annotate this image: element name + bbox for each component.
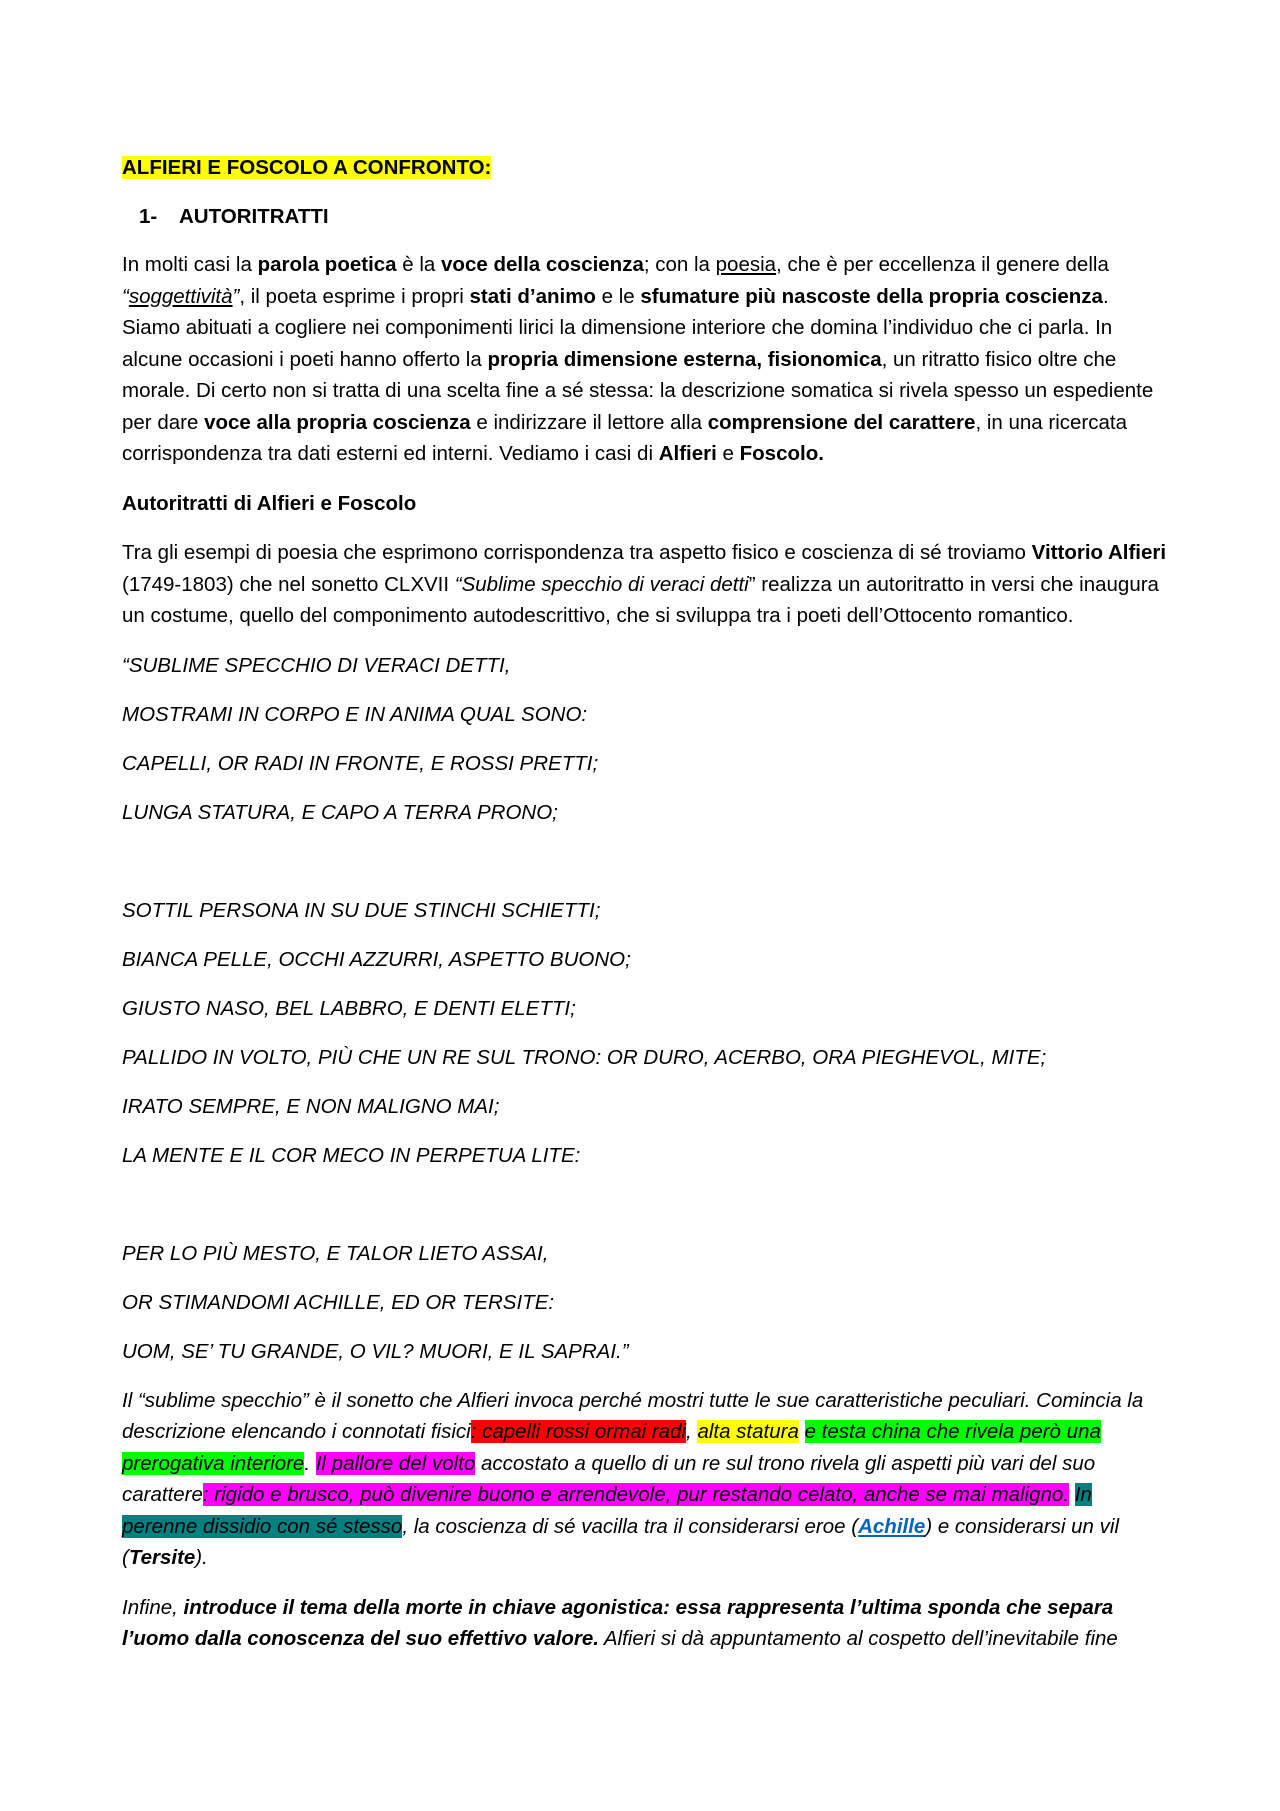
text-run (799, 1420, 805, 1443)
text-run: accostato a quello di un re sul trono rivela gli aspetti più vari del suo carattere (122, 1451, 1096, 1506)
intro-paragraph (122, 249, 1167, 470)
bold-run: Alfieri (658, 442, 717, 465)
italic-run: “Sublime specchio di veraci detti (454, 572, 749, 596)
section-heading (122, 201, 1167, 233)
text-run: , in una ricercata corrispondenza tra dati esterni ed interni. Vediamo i casi di (122, 410, 1127, 465)
highlight-teal: In perenne dissidio con sé stesso (122, 1483, 1092, 1538)
document-body (122, 152, 1167, 1673)
verse-line: LA MENTE E IL COR MECO IN PERPETUA LITE: (122, 1143, 581, 1167)
text-run: e le (595, 284, 641, 308)
verse-line: BIANCA PELLE, OCCHI AZZURRI, ASPETTO BUONO; (122, 947, 631, 971)
verse-line: MOSTRAMI IN CORPO E IN ANIMA QUAL SONO: (122, 702, 588, 726)
bold-run: sfumature più nascoste della propria coscienza (640, 284, 1103, 308)
stanza-gap (122, 1189, 1167, 1238)
text-run: , che è per eccellenza il genere della (776, 253, 1109, 276)
text-run: In molti casi la (122, 253, 258, 276)
verse-line: OR STIMANDOMI ACHILLE, ED OR TERSITE: (122, 1290, 555, 1314)
document-title (122, 152, 1167, 184)
highlight-green: e testa china che rivela però una prerogativa interiore (122, 1420, 1101, 1475)
quote-mark: ” (232, 284, 240, 308)
text-run: Tra gli esempi di poesia che esprimono corrispondenza tra aspetto fisico e coscienza di sé troviamo (122, 541, 1032, 564)
verse-line: SOTTIL PERSONA IN SU DUE STINCHI SCHIETTI; (122, 898, 601, 922)
text-run: ; con la (643, 253, 716, 276)
text-run: , la coscienza di sé vacilla tra il considerarsi eroe ( (402, 1514, 859, 1538)
text-run: . (304, 1451, 316, 1475)
text-run: è la (396, 253, 442, 276)
bold-run: propria dimensione esterna, fisionomica (487, 347, 882, 371)
highlight-magenta: : rigido e brusco, può divenire buono e arrendevole, pur restando celato, anche se mai maligno. (202, 1483, 1069, 1506)
underlined-italic-run: soggettività (128, 284, 233, 308)
underlined-run: poesia (715, 253, 777, 276)
analysis-paragraph (122, 1385, 1167, 1574)
bold-run: voce alla propria coscienza (204, 410, 471, 434)
verse-line: PALLIDO IN VOLTO, PIÙ CHE UN RE SUL TRONO: OR DURO, ACERBO, ORA PIEGHEVOL, MITE; (122, 1045, 1047, 1069)
bold-run: stati d’animo (469, 284, 596, 308)
final-paragraph (122, 1592, 1167, 1655)
bold-run: parola poetica (257, 253, 397, 276)
bold-run: introduce il tema della morte in chiave agonistica: essa rappresenta l’ultima sponda che separa l’uomo dalla conoscenza del suo effettivo valore. (122, 1595, 1114, 1650)
quote-mark: “ (122, 284, 129, 308)
text-run: ). (195, 1546, 208, 1569)
text-run: (1749-1803) che nel sonetto CLXVII (122, 572, 455, 596)
highlight-red: : capelli rossi ormai radi (470, 1420, 687, 1443)
text-run: Infine, (122, 1595, 184, 1619)
bold-run: voce della coscienza (441, 253, 644, 276)
text-run: e indirizzare il lettore alla (470, 410, 708, 434)
bold-run: Vittorio Alfieri (1031, 541, 1167, 564)
verse-line: LUNGA STATURA, E CAPO A TERRA PRONO; (122, 800, 558, 824)
subheading: Autoritratti di Alfieri e Foscolo (122, 491, 417, 515)
verse-line: PER LO PIÙ MESTO, E TALOR LIETO ASSAI, (122, 1241, 549, 1265)
text-run (1069, 1483, 1075, 1506)
sonnet (122, 650, 1167, 1368)
stanza-gap (122, 846, 1167, 895)
bold-run: Foscolo. (739, 442, 824, 465)
verse-line: IRATO SEMPRE, E NON MALIGNO MAI; (122, 1094, 500, 1118)
title-highlight: ALFIERI E FOSCOLO A CONFRONTO: (122, 156, 492, 179)
verse-line: UOM, SE’ TU GRANDE, O VIL? MUORI, E IL SAPRAI.” (122, 1339, 629, 1363)
text-run: , il poeta esprime i propri (239, 284, 470, 308)
text-run: ) e considerarsi un vil ( (122, 1514, 1120, 1569)
bold-run: comprensione del carattere (707, 410, 976, 434)
text-run: e (716, 442, 740, 465)
verse-line: GIUSTO NASO, BEL LABBRO, E DENTI ELETTI; (122, 996, 576, 1020)
text-run: ” realizza un autoritratto in versi che inaugura un costume, quello del componimento autodescrittivo, che si sviluppa tra i poeti dell’Ottocento romantico. (122, 572, 1159, 627)
highlight-yellow: alta statura (697, 1420, 799, 1443)
bold-run: Tersite (128, 1546, 196, 1569)
alfieri-paragraph (122, 537, 1167, 632)
section-label: AUTORITRATTI (179, 204, 329, 228)
verse-line: CAPELLI, OR RADI IN FRONTE, E ROSSI PRETTI; (122, 751, 599, 775)
highlight-magenta: Il pallore del volto (315, 1451, 476, 1475)
verse-line: “SUBLIME SPECCHIO DI VERACI DETTI, (122, 653, 511, 677)
text-run: Alfieri si dà appuntamento al cospetto dell’inevitabile fine (598, 1627, 1118, 1650)
text-run: Il “sublime specchio” è il sonetto che Alfieri invoca perché mostri tutte le sue caratteristiche peculiari. Comincia la descrizione elencando i connotati fisici (122, 1388, 1144, 1443)
text-run: , (686, 1420, 698, 1443)
section-number: 1- (139, 204, 158, 228)
text-run: , un ritratto fisico oltre che morale. Di certo non si tratta di una scelta fine a sé stessa: la descrizione somatica si rivela spesso un espediente per dare (122, 347, 1154, 434)
achille-link[interactable]: Achille (858, 1514, 926, 1538)
text-run: . Siamo abituati a cogliere nei componimenti lirici la dimensione interiore che domina l’individuo che ci parla. In alcune occasioni i poeti hanno offerto la (122, 284, 1113, 371)
